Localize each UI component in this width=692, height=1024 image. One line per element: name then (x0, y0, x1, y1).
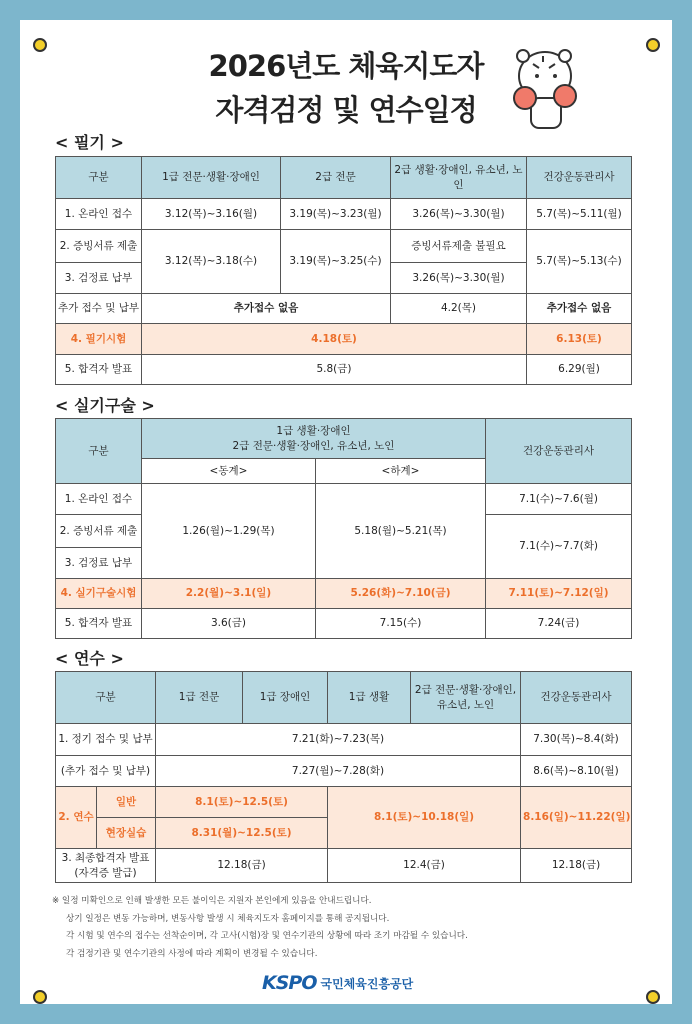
cell: 8.1(토)~10.18(일) (328, 787, 521, 849)
row-label: 4. 실기구술시험 (56, 579, 142, 609)
title-line1: 2026년도 체육지도자 (208, 49, 484, 83)
section-training-heading: < 연수 > (55, 649, 124, 668)
header-cell: 건강운동관리사 (521, 672, 632, 724)
cell: 3.6(금) (142, 609, 316, 639)
subheader-winter: <동계> (142, 459, 316, 484)
row-label: (추가 접수 및 납부) (56, 756, 156, 787)
row-label (56, 849, 156, 883)
section-practical-heading: < 실기구술 > (55, 396, 155, 415)
grommet-icon (33, 990, 47, 1004)
cell: 12.18(금) (521, 849, 632, 883)
tiger-mascot-icon (505, 42, 585, 134)
row-label: 4. 필기시험 (56, 324, 142, 355)
header-cell: 구분 (56, 419, 142, 484)
cell: 추가접수 없음 (142, 294, 391, 324)
row-label: 1. 정기 접수 및 납부 (56, 724, 156, 756)
row-label: 3. 검정료 납부 (56, 263, 142, 294)
cell: 증빙서류제출 불필요 (391, 230, 527, 263)
cell: 5.7(목)~5.11(월) (527, 199, 632, 230)
note: 상기 일정은 변동 가능하며, 변동사항 발생 시 체육지도자 홈페이지를 통해 공지됩니다. (66, 913, 390, 924)
cell: 4.2(목) (391, 294, 527, 324)
cell: 7.24(금) (486, 609, 632, 639)
row-label: 2. 증빙서류 제출 (56, 230, 142, 263)
header-cell: 1급 전문 (156, 672, 243, 724)
cell: 3.19(목)~3.25(수) (281, 230, 391, 294)
row-label: 1. 온라인 접수 (56, 199, 142, 230)
header-cell: 2급 전문·생활·장애인, 유소년, 노인 (411, 672, 521, 724)
row-label: 추가 접수 및 납부 (56, 294, 142, 324)
header-cell: 구분 (56, 672, 156, 724)
header-cell: 2급 전문 (281, 157, 391, 199)
written-exam-table (55, 156, 632, 385)
cell: 추가접수 없음 (527, 294, 632, 324)
label-line: (자격증 발급) (74, 866, 137, 879)
sub-label: 일반 (97, 787, 156, 818)
cell: 7.21(화)~7.23(목) (156, 724, 521, 756)
subheader-summer: <하계> (316, 459, 486, 484)
grommet-icon (646, 990, 660, 1004)
kspo-logo (262, 972, 413, 994)
cell: 7.11(토)~7.12(일) (486, 579, 632, 609)
training-table (55, 671, 632, 883)
cell: 5.7(목)~5.13(수) (527, 230, 632, 294)
note: ※ 일정 미확인으로 인해 발생한 모든 불이익은 지원자 본인에게 있음을 안내드립니다. (52, 896, 372, 906)
cell: 3.12(목)~3.18(수) (142, 230, 281, 294)
cell: 5.26(화)~7.10(금) (316, 579, 486, 609)
logo-mark: KSPO (262, 972, 317, 994)
header-cell: 2급 생활·장애인, 유소년, 노인 (391, 157, 527, 199)
header-cell: 건강운동관리사 (486, 419, 632, 484)
row-label: 5. 합격자 발표 (56, 609, 142, 639)
header-cell: 1급 장애인 (243, 672, 328, 724)
cell: 8.16(일)~11.22(일) (521, 787, 632, 849)
practical-exam-table (55, 418, 632, 639)
title-line2: 자격검정 및 연수일정 (215, 93, 477, 127)
cell: 3.12(목)~3.16(월) (142, 199, 281, 230)
note: 각 시험 및 연수의 접수는 선착순이며, 각 고사(시험)장 및 연수기관의 상황에 따라 조기 마감될 수 있습니다. (66, 931, 468, 941)
cell: 5.18(월)~5.21(목) (316, 484, 486, 579)
row-label: 2. 증빙서류 제출 (56, 515, 142, 548)
row-label: 3. 검정료 납부 (56, 548, 142, 579)
cell: 7.30(목)~8.4(화) (521, 724, 632, 756)
header-cell (142, 419, 486, 459)
cell: 7.1(수)~7.6(월) (486, 484, 632, 515)
cell: 7.15(수) (316, 609, 486, 639)
cell: 4.18(토) (142, 324, 527, 355)
header-cell: 구분 (56, 157, 142, 199)
label-line: 3. 최종합격자 발표 (61, 852, 150, 865)
header-cell: 1급 전문·생활·장애인 (142, 157, 281, 199)
cell: 2.2(월)~3.1(일) (142, 579, 316, 609)
row-label: 1. 온라인 접수 (56, 484, 142, 515)
cell: 8.1(토)~12.5(토) (156, 787, 328, 818)
cell: 8.6(목)~8.10(월) (521, 756, 632, 787)
logo-name: 국민체육진흥공단 (320, 976, 414, 991)
cell: 3.26(목)~3.30(월) (391, 263, 527, 294)
sub-label: 현장실습 (97, 818, 156, 849)
header-cell: 건강운동관리사 (527, 157, 632, 199)
note: 각 검정기관 및 연수기관의 사정에 따라 계획이 변경될 수 있습니다. (66, 948, 318, 959)
cell: 1.26(월)~1.29(목) (142, 484, 316, 579)
cell: 7.1(수)~7.7(화) (486, 515, 632, 579)
cell: 6.29(월) (527, 355, 632, 385)
header-cell: 1급 생활 (328, 672, 411, 724)
header-line: 1급 생활·장애인 (276, 425, 351, 438)
cell: 3.19(목)~3.23(월) (281, 199, 391, 230)
cell: 8.31(월)~12.5(토) (156, 818, 328, 849)
cell: 3.26(목)~3.30(월) (391, 199, 527, 230)
cell: 6.13(토) (527, 324, 632, 355)
cell: 5.8(금) (142, 355, 527, 385)
row-label: 2. 연수 (56, 787, 97, 849)
cell: 12.4(금) (328, 849, 521, 883)
cell: 12.18(금) (156, 849, 328, 883)
notes (52, 893, 468, 963)
section-written-heading: < 필기 > (55, 133, 124, 152)
cell: 7.27(월)~7.28(화) (156, 756, 521, 787)
row-label: 5. 합격자 발표 (56, 355, 142, 385)
header-line: 2급 전문·생활·장애인, 유소년, 노인 (232, 439, 395, 452)
